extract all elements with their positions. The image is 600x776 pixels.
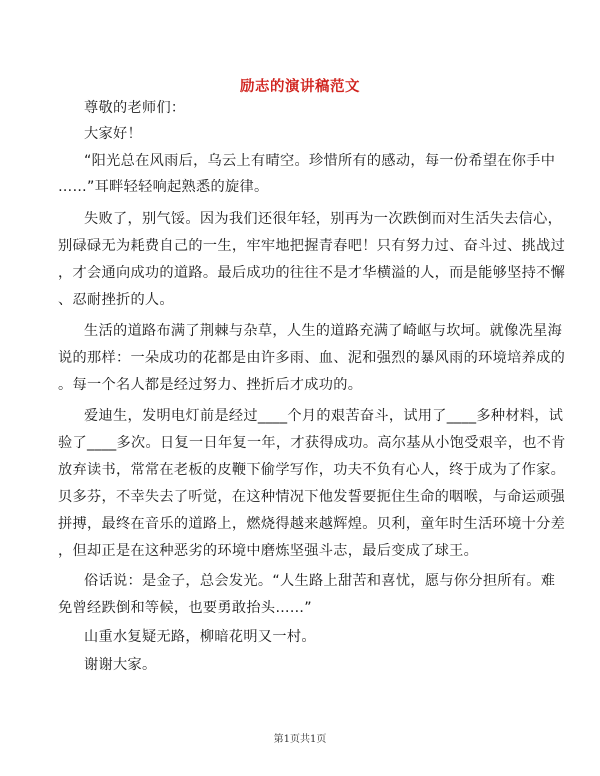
paragraph-line: 验了____多次。日复一日年复一年，才获得成功。高尔基从小饱受艰辛，也不肯 [58,435,566,451]
paragraph-line: ……”耳畔轻轻响起熟悉的旋律。 [58,179,269,195]
closing-line: 山重水复疑无路，柳暗花明又一村。 [84,629,316,645]
paragraph-line: 拼搏，最终在音乐的道路上，燃烧得越来越辉煌。贝利，童年时生活环境十分差 [58,516,566,532]
document-title: 励志的演讲稿范文 [240,79,360,95]
thanks-line: 谢谢大家。 [84,657,157,673]
paragraph-line: ，但却正是在这种恶劣的环境中磨炼坚强斗志，最后变成了球王。 [58,543,479,559]
paragraph-line: 爱迪生，发明电灯前是经过____个月的艰苦奋斗，试用了____多种材料，试 [84,408,564,424]
paragraph-line: ，才会通向成功的道路。最后成功的往往不是才华横溢的人，而是能够坚持不懈 [58,265,566,281]
paragraph-line: 免曾经跌倒和等候，也要勇敢抬头……” [58,600,312,616]
page-footer: 第1页共1页 [273,734,327,745]
paragraph-line: 失败了，别气馁。因为我们还很年轻，别再为一次跌倒而对生活失去信心， [84,211,563,227]
paragraph-line: 说的那样：一朵成功的花都是由许多雨、血、泥和强烈的暴风雨的环境培养成的 [58,350,566,366]
paragraph-line: 别碌碌无为耗费自己的一生，牢牢地把握青春吧！只有努力过、奋斗过、挑战过 [58,238,566,254]
paragraph-line: 贝多芬，不幸失去了听觉，在这种情况下他发誓要扼住生命的咽喉，与命运顽强 [58,489,566,505]
greeting-line: 大家好！ [84,126,142,142]
paragraph-line: 、忍耐挫折的人。 [58,292,174,308]
paragraph-line: 放弃读书，常常在老板的皮鞭下偷学写作，功夫不负有心人，终于成为了作家。 [58,462,566,478]
paragraph-line: 。每一个名人都是经过努力、挫折后才成功的。 [58,377,363,393]
paragraph-line: 生活的道路布满了荆棘与杂草，人生的道路充满了崎岖与坎坷。就像冼星海 [84,323,563,339]
salutation-line: 尊敬的老师们： [84,100,186,116]
paragraph-line: 俗话说：是金子，总会发光。“人生路上甜苦和喜忧，愿与你分担所有。难 [84,573,556,589]
paragraph-line: “阳光总在风雨后，乌云上有晴空。珍惜所有的感动，每一份希望在你手中 [84,153,556,169]
